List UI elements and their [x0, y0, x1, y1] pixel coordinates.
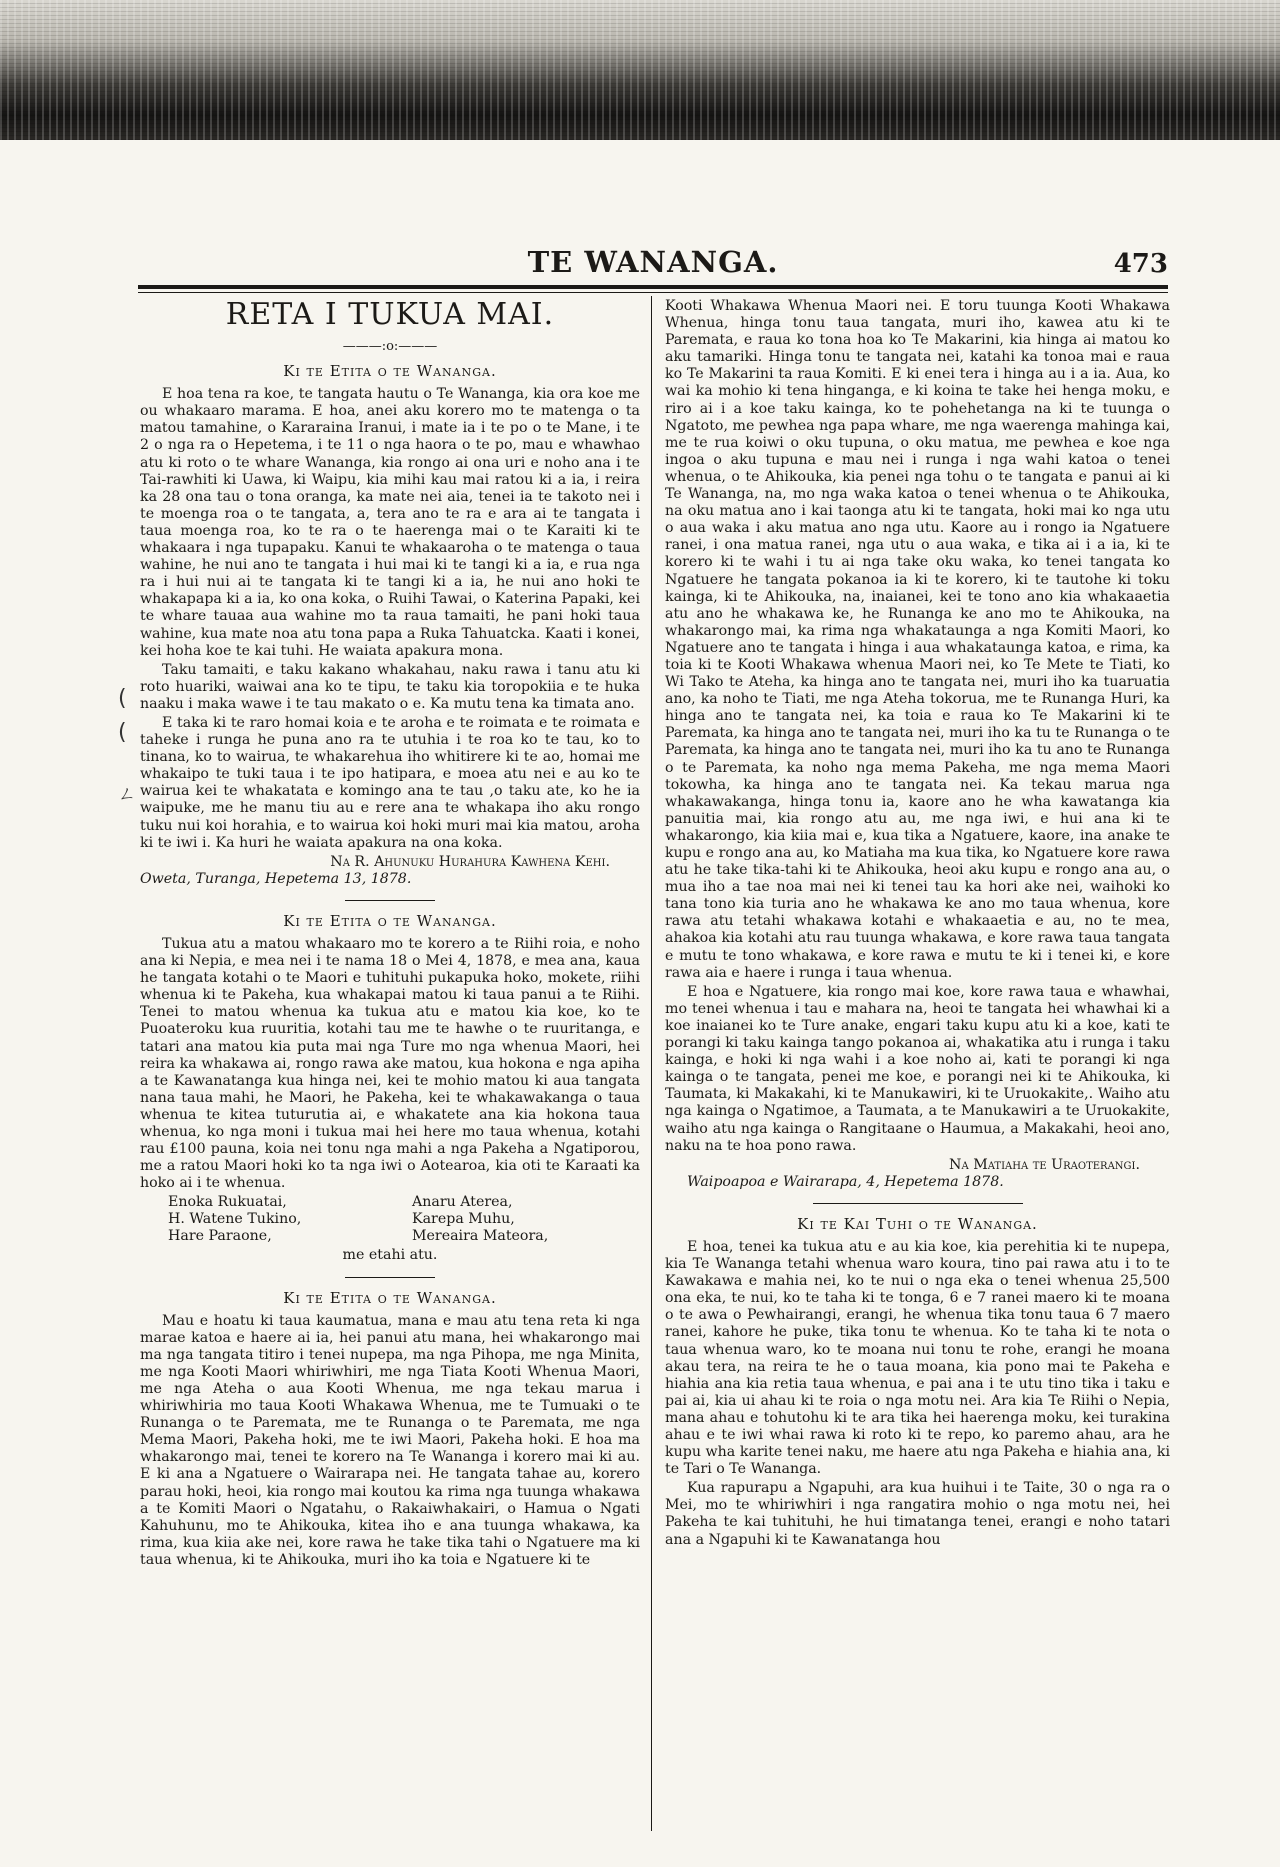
- letter-dateline: Waipoapoa e Wairarapa, 4, Hepetema 1878.: [687, 1173, 1004, 1190]
- left-column: [140, 298, 640, 1571]
- running-head: TE WANANGA.: [527, 245, 779, 279]
- signer-name: Karepa Muhu,: [412, 1211, 515, 1228]
- margin-bracket-mark: (: [118, 720, 127, 745]
- letter-address: Ki te Etita o te Wananga.: [283, 911, 497, 930]
- column-divider: [651, 296, 652, 1831]
- letter-paragraph: E hoa e Ngatuere, kia rongo mai koe, kore rawa taua e whawhai, mo tenei whenua i tau e mahara na, heoi te tangata hei whawhai ki a koe inaianei ko te Ture anake, engari taku kupu atu ki a koe, kati te porangi ki taku kainga tango pokanoa ai, whakatika atu i runga i taku kainga, e hoki ki nga wahi i a koe noho ai, kati te porangi ki nga kainga o te tangata, penei me koe, e porangi nei ki te Ahikouka, ki Taumata, ki Makakahi, ki te Manukawiri, ki te Uruokakite,. Waiho atu nga kainga o Ngatimoe, a Taumata, a te Manukawiri a te Uruokakite, waiho atu nga kainga o Rangitaane o Haumua, a Makakahi, heoi ano, naku na te hoa pono rawa.: [665, 983, 1170, 1154]
- section-rule: [813, 1203, 1023, 1204]
- ornament-divider: ———:o:———: [342, 339, 438, 354]
- section-title: RETA I TUKUA MAI.: [225, 297, 555, 332]
- masthead: [138, 245, 1168, 285]
- letter-dateline: Oweta, Turanga, Hepetema 13, 1878.: [140, 870, 412, 887]
- letter-paragraph: Kooti Whakawa Whenua Maori nei. E toru tuunga Kooti Whakawa Whenua, hinga tonu taua tangata, muri iho, kawea atu ki te Paremata, e raua ko tona hoa ko Te Makarini, kia hinga ai matou ko aku tamariki. Hinga tonu te tangata nei, katahi ka tonoa mai e raua ko Te Makarini ta raua Komiti. E ki enei tera i hinga au i a ia. Aua, ko wai ka mohio ki tena hinganga, e ki koina te take hei henga moku, e riro ai i a koe taku kainga, ko te pohehetanga na ki te tuunga o Ngatoto, me pewhea nga papa whare, me nga waerenga mahinga kai, me te rua koiwi o oku tupuna, o oku matua, me pewhea e koe nga ingoa o aku tupuna e mau nei i runga i nga wahi katoa o tenei whenua, o te Ahikouka, kia penei nga tohu o te tangata e panui ai ki Te Wananga, na, mo nga waka katoa o tenei whenua o te Ahikouka, na oku matua ano i kai taonga atu ki te tangata, hoki mai ko nga utu o aua waka i aku matua ano nga utu. Kaore au i rongo ia Ngatuere ranei, i ona matua ranei, nga utu o aua waka, e tika ai i a ia, ki te korero ki te wahi i tu ai nga take oku waka, ko tenei tangata ko Ngatuere he tangata pokanoa ia ki te korero, ki te tautohe ki toku kainga, ki te Ahikouka, na, inaianei, kei te tono ano kia whakaaetia atu ano he whakawa ke, he Runanga ke ano mo te Ahikouka, na whakarongo mai, ka rima nga whakataunga a nga Komiti Maori, ko Ngatuere ano te tangata i hinga i aua whakataunga katoa, e rima, ka toia ki te Kooti Whakawa whenua Maori nei, ko Te Mete te Tiati, ko Wi Tako te Ateha, ka hinga ano te tangata nei, muri iho ka tuaruatia ano, ka noho te Tiati, me nga Ateha tokorua, me te Runanga Huri, ka hinga ano te tangata nei, ka toia e raua ko Te Makarini ki te Paremata, ka hinga ano te tangata nei, muri iho ka tu te Runanga o te Paremata, ka hinga ano te tangata nei, muri iho ka tu ano te Runanga o te Paremata, ka noho nga mema Pakeha, me nga mema Maori tokowha, ka hinga ano te tangata nei. Ka tekau marua nga whakawakanga, hinga tonu ia, kaore ano he wha kawatanga kia panuitia mai, kia rongo atu au, me nga iwi, e hui ana ki te whakarongo, kia kiia mai e, kua tika a Ngatuere, kaore, ina anake te kupu e rongo ana au, ko Matiaha ma kua tika, ko Ngatuere kore rawa atu he take tika-tahi ki te Ahikouka, heoi aku kupu e rongo ana au, o mua iho a tae noa mai nei ki tenei tau ka hori ake nei, waihoki ko tana tono kia turia ano he whakawa ke ano mo taua whenua, kore rawa atu tetahi whakawa kotahi e whakaaetia e au, no te mea, ahakoa kia kotahi atu rau tuunga whakawa, e kore rawa taua tangata e mutu te tono whakawa, e kore rawa e mutu te ki i tenei ki, e kore rawa aia e haere i runga i taua whenua.: [665, 298, 1170, 981]
- letter-paragraph: Taku tamaiti, e taku kakano whakahau, naku rawa i tanu atu ki roto huariki, waiwai ana ko te tipu, te taku kia toropokiia e te huka naaku i maka wawe i te tau makato o e. Ka mutu tena ka timata ano.: [140, 661, 640, 712]
- letter-paragraph: Kua rapurapu a Ngapuhi, ara kua huihui i te Taite, 30 o nga ra o Mei, mo te whiriwhiri i nga rangatira mohio o nga motu nei, hei Pakeha te kai tuhituhi, he hui timatanga tenei, erangi e noho tatari ana a Ngapuhi ki te Kawanatanga hou: [665, 1480, 1170, 1548]
- masthead-rule-thick: [138, 285, 1168, 289]
- signer-list: [140, 1194, 640, 1245]
- signer-name: Enoka Rukuatai,: [168, 1194, 287, 1211]
- letter-paragraph: Mau e hoatu ki taua kaumatua, mana e mau atu tena reta ki nga marae katoa e haere ai ia, hei panui atu mana, hei whakarongo mai ma nga tangata titiro i tenei nupepa, ma nga Pihopa, me nga Minita, me nga Kooti Maori whiriwhiri, me nga Tiata Kooti Whenua Maori, me nga Ateha o aua Kooti Whenua, me nga tekau marua i whiriwhiria mo taua Kooti Whakawa Whenua, me te Tumuaki o te Runanga o te Paremata, me te Runanga o te Paremata, me nga Mema Maori, Pakeha hoki, me te iwi Maori, Pakeha hoki. E hoa ma whakarongo mai, tenei te korero na Te Wananga i korero mai ki au. E ki ana a Ngatuere o Wairarapa nei. He tangata tahae au, korero parau hoki, heoi, kia rongo mai koutou ka rima nga tuunga whakawa a te Komiti Maori o Ngatahu, o Rakaiwhakairi, o Hamua o Ngati Kahuhunu, mo te Ahikouka, kitea iho e ana tuunga whakawa, ka rima, kua kiia ake nei, kore rawa he take tika tahi o Ngatuere ma ki taua whenua, ki te Ahikouka, muri iho ka toia e Ngatuere ki te: [140, 1312, 640, 1568]
- signer-name: Hare Paraone,: [168, 1228, 272, 1245]
- letter-address: Ki te Kai Tuhi o te Wananga.: [797, 1214, 1038, 1233]
- letter-signature: Na R. Ahunuku Hurahura Kawhena Kehi.: [330, 853, 610, 870]
- section-rule: [345, 900, 435, 901]
- page-number: 473: [1113, 249, 1168, 279]
- section-rule: [345, 1277, 435, 1278]
- margin-bracket-mark: (: [118, 686, 127, 711]
- margin-pen-mark: ㄥ: [118, 784, 136, 805]
- letter-address: Ki te Etita o te Wananga.: [283, 1288, 497, 1307]
- masthead-rule-thin: [138, 292, 1168, 293]
- right-column: [665, 298, 1170, 1551]
- letter-paragraph: E hoa tena ra koe, te tangata hautu o Te Wananga, kia ora koe me ou whakaaro marama. E hoa, anei aku korero mo te matenga o ta matou tamahine, o Kararaina Iranui, i mate ia i te po o te Mane, i te 2 o nga ra o Hepetema, i te 11 o nga haora o te po, mau e whawhao atu ki roto o te whare Wananga, kia rongo ai ona uri e noho ana i te Tai-rawhiti ki Uawa, ki Waipu, kia mihi kau mai ratou ki a ia, i reira ka 28 ona tau o tona oranga, ka mate nei aia, tenei ia te takoto nei i te moenga roa o te tangata, a, tera ano te ra e ara ai te tangata i taua moenga roa, ko te ra o te haerenga mai o te Karaiti ki te whakaara i nga tupapaku. Kanui te whakaaroha o te matenga o taua wahine, he nui ano te tangata i hui mai ki te tangi ki a ia, e rua nga ra i hui nui ai te tangata ki te tangi ki a ia, he nui ano hoki te whakapapa ki a ia, ko ona koka, o Ruihi Tawai, o Katerina Papaki, kei te whare tauaa aua wahine mo ta raua tamaiti, he pani hoki taua wahine, kua mate noa atu tona papa a Ruka Tahuatcka. Kaati i konei, kei hoha koe te kai tuhi. He waiata apakura mona.: [140, 386, 640, 659]
- letter-paragraph: E taka ki te raro homai koia e te aroha e te roimata e te roimata e taheke i runga he puna ano ra te utuhia i te roa ko te tau, ko to tinana, ko to wairua, te whakarehua iho whitirere ki te ao, homai me whakaipo te tuki taua i te ipo hatipara, e moea atu nei e au ko te wairua kei te whakatata e komingo ana te tau ,o taku ate, ko he ia waipuke, me he manu tiu au e rere ana te whakapa iho aku rongo tuku nui koi horahia, e to wairua koi hoki muri mai kia matou, aroha ki te iwi i. Ka huri he waiata apakura na ona koka.: [140, 714, 640, 851]
- signer-name: H. Watene Tukino,: [168, 1211, 302, 1228]
- scan-noise-texture: [0, 0, 1280, 140]
- letter-paragraph: E hoa, tenei ka tukua atu e au kia koe, kia perehitia ki te nupepa, kia Te Wananga tetahi whenua waro koura, tino pai rawa atu i to te Kawakawa e mahia nei, ko te nui o nga eka o tenei whenua 25,500 ona eka, te nui, ko te taha ki te tonga, 6 e 7 ranei maero ki te moana o te awa o Pewhairangi, erangi, he whenua tika tonu taua 6 7 maero ranei, kahore he puke, tika tonu te whenua. Ko te taha ki te nota o taua whenua waro, ko te moana nui tonu te rohe, erangi he moana akau tera, na reira te he o taua moana, kia pono mai te Pakeha e hiahia ana kia retia taua whenua, e pai ana i te utu tino tika i taku e pai ai, kia ui ahau ki te roia o nga motu nei. Ara kia Te Riihi o Nepia, mana ahau e tohutohu ki te ara tika hei haerenga moku, kei turakina ahau e te iwi whai rawa ki roto ki te repo, ko paremo ahau, ara he kupu wha karite tenei naku, me haere atu nga Pakeha e hiahia ana, ki te Tari o Te Wananga.: [665, 1238, 1170, 1478]
- signer-name: Mereaira Mateora,: [412, 1228, 549, 1245]
- signer-name: Anaru Aterea,: [412, 1194, 513, 1211]
- letter-signature: Na Matiaha te Uraoterangi.: [949, 1156, 1140, 1173]
- signers-others: me etahi atu.: [342, 1247, 438, 1264]
- letter-paragraph: Tukua atu a matou whakaaro mo te korero a te Riihi roia, e noho ana ki Nepia, e mea nei i te nama 18 o Mei 4, 1878, e mea ana, kaua he tangata kotahi o te Maori e tuhituhi pukapuka hoko, mokete, riihi whenua ki te Pakeha, kua whakapai matou ki taua panui a te Riihi. Tenei to matou whenua ka tukua atu e matou kia koe, ko te Puoateroku kua ruuritia, kotahi tau me te hawhe o te ruuritanga, e tatari ana matou kia puta mai nga Ture mo nga whenua Maori, hei reira ka whakawa ai, rongo rawa ake matou, kua hokona e nga apiha a te Kawanatanga kua hinga nei, kei te mohio matou ki aua tangata nana taua mahi, he Maori, he Pakeha, kei te whakawakanga o taua whenua te kitea tuturutia ai, e whakatete ana kia hokona taua whenua, ko nga moni i tukua mai hei here mo taua whenua, kotahi rau £100 pauna, koia nei tonu nga mahi a nga Pakeha a Ngatiporou, me a ratou Maori hoki ko ta nga iwi o Aotearoa, kia oti te Karaati ka hoko ai i te whenua.: [140, 936, 640, 1192]
- letter-address: Ki te Etita o te Wananga.: [283, 362, 497, 381]
